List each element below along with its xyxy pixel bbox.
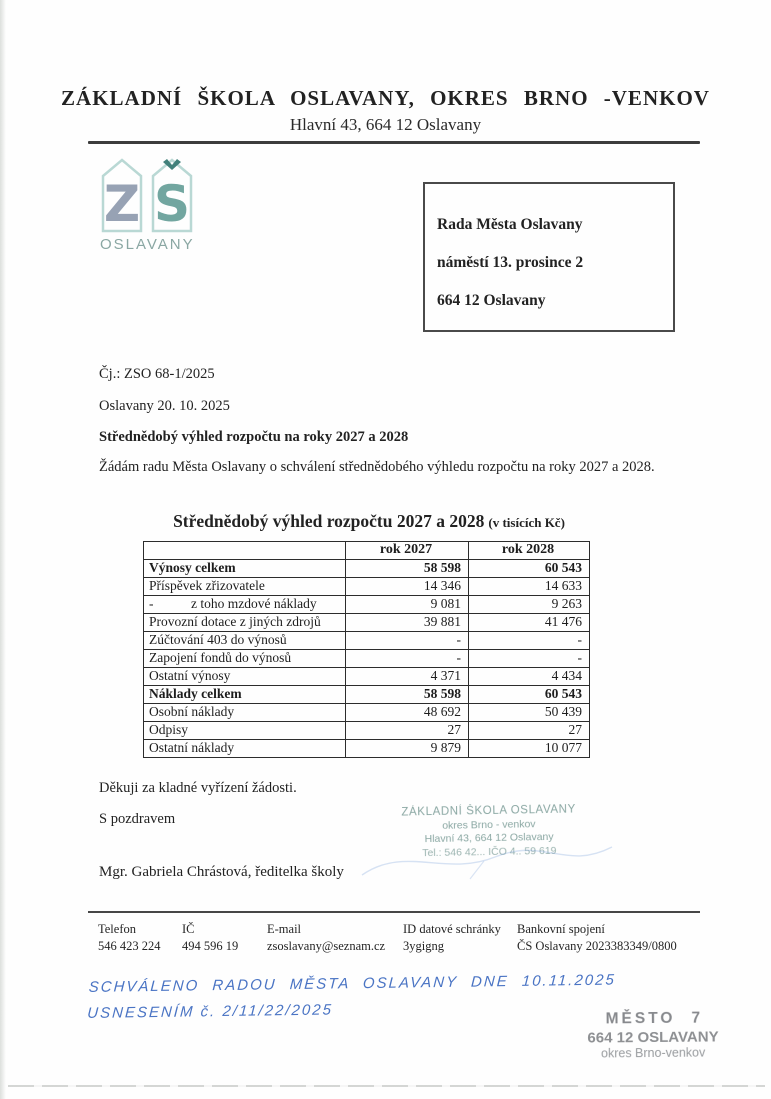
table-row: Osobní náklady 48 692 50 439 [144,704,590,722]
subject-line: Střednědobý výhled rozpočtu na roky 2027 a 2028 [99,429,409,445]
request-body-text: Žádám radu Města Oslavany o schválení střednědobého výhledu rozpočtu na roky 2027 a 2028. [99,459,655,475]
table-row: Příspěvek zřizovatele 14 346 14 633 [144,578,590,596]
header-cell-empty [144,542,346,560]
logo-pencils-graphic [100,157,194,235]
table-row: Odpisy 27 27 [144,722,590,740]
file-number: Čj.: ZSO 68-1/2025 [99,366,215,382]
table-row: Ostatní náklady 9 879 10 077 [144,740,590,758]
logo-letter-s: S [153,175,191,233]
table-header-row [144,542,590,560]
table-title [143,511,595,532]
recipient-line: náměstí 13. prosince 2 [437,254,584,271]
table-row: Výnosy celkem 58 598 60 543 [144,560,590,578]
regards-line: S pozdravem [99,811,176,827]
school-name-heading: ZÁKLADNÍ ŠKOLA OSLAVANY, OKRES BRNO -VENKOV [61,86,710,110]
table-row: - z toho mzdové náklady 9 081 9 263 [144,596,590,614]
handwritten-approval-note: SCHVÁLENO RADOU MĚSTA OSLAVANY DNE 10.11.2025 USNESENÍM č. 2/11/22/2025 [86,971,617,1022]
table-row: Zúčtování 403 do výnosů - - [144,632,590,650]
table-title-main: Střednědobý výhled rozpočtu 2027 a 2028 [173,511,485,531]
signatory-line: Mgr. Gabriela Chrástová, ředitelka školy [99,864,344,880]
school-address: Hlavní 43, 664 12 Oslavany [289,115,482,134]
footer-rule [88,911,700,913]
footer-email: E-mail zsoslavany@seznam.cz [267,922,386,953]
footer-phone: Telefon 546 423 224 [98,922,161,953]
place-and-date: Oslavany 20. 10. 2025 [99,398,230,414]
signature-stroke [350,833,630,883]
scan-edge-artifact [0,0,6,1099]
scan-line-artifact [8,1085,765,1087]
header-cell-2027: rok 2027 [346,542,469,560]
table-row: Náklady celkem 58 598 60 543 [144,686,590,704]
table-row: Provozní dotace z jiných zdrojů 39 881 41 476 [144,614,590,632]
school-rubber-stamp: ZÁKLADNÍ ŠKOLA OSLAVANY okres Brno - venkov Hlavní 43, 664 12 Oslavany Tel.: 546 42... IČO 4.. 59 619 [401,803,576,859]
city-rubber-stamp: MĚSTO 7 664 12 OSLAVANY okres Brno-venkov [587,1009,719,1061]
header-rule [88,141,700,144]
footer-ic: IČ 494 596 19 [182,922,239,953]
table-row: Ostatní výnosy 4 371 4 434 [144,668,590,686]
budget-outlook-table [143,541,590,758]
header-cell-2028: rok 2028 [469,542,590,560]
school-logo [100,157,196,253]
footer-bank: Bankovní spojení ČS Oslavany 2023383349/0800 [517,922,677,953]
recipient-line: 664 12 Oslavany [437,292,546,309]
table-row: Zapojení fondů do výnosů - - [144,650,590,668]
table-title-units: (v tisících Kč) [488,515,565,530]
logo-letter-z: Z [103,175,141,233]
thanks-line: Děkuji za kladné vyřízení žádosti. [99,780,297,796]
footer-databox: ID datové schránky 3ygigng [403,922,501,953]
recipient-line: Rada Města Oslavany [437,216,583,233]
recipient-address-box [423,182,675,332]
logo-wordmark: OSLAVANY [100,236,195,253]
